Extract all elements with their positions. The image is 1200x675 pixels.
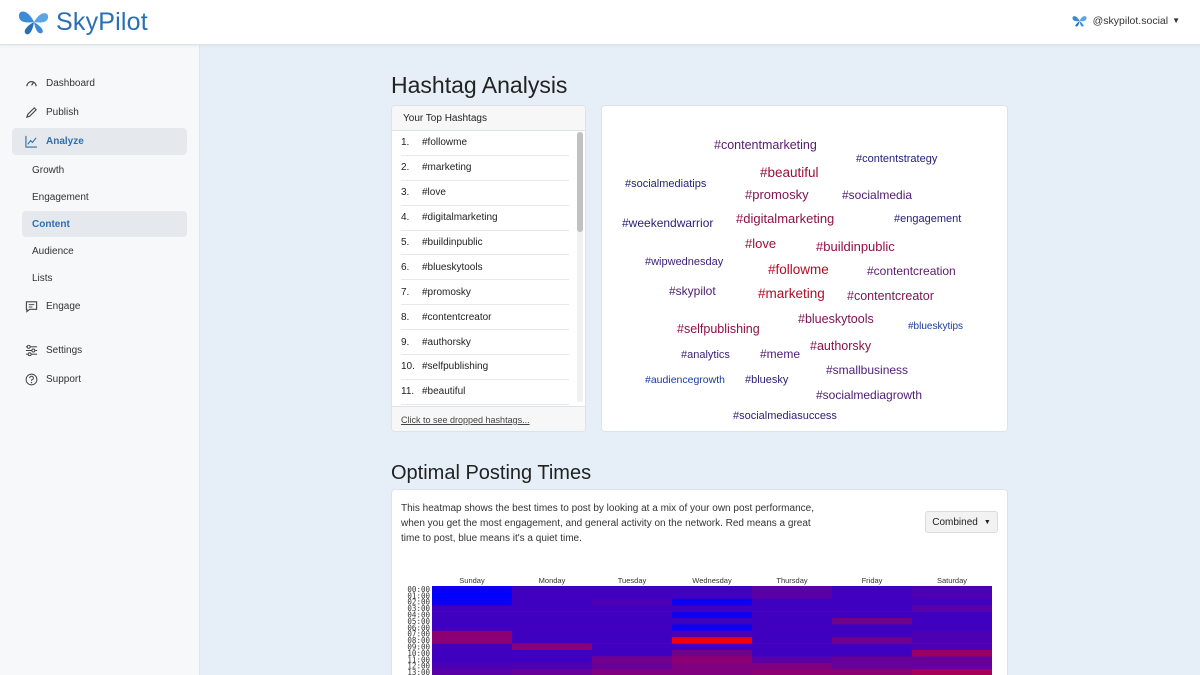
chevron-down-icon: ▼ <box>1172 16 1180 25</box>
sidebar-subitem-audience[interactable] <box>22 238 187 264</box>
hashtag-list-item[interactable] <box>401 280 569 305</box>
word-cloud-hashtag[interactable]: #buildinpublic <box>816 239 895 254</box>
word-cloud-hashtag[interactable]: #meme <box>760 347 801 361</box>
hashtag-list-item[interactable] <box>401 355 569 380</box>
brand-logo[interactable] <box>16 7 148 37</box>
sidebar-subitem-engagement[interactable] <box>22 184 187 210</box>
heatmap-cell <box>832 644 912 651</box>
hashtag-rank: 11. <box>401 386 415 398</box>
top-hashtags-list[interactable] <box>392 131 579 406</box>
heatmap-cell <box>512 592 592 599</box>
word-cloud-hashtag[interactable]: #contentstrategy <box>856 153 938 165</box>
heatmap-day-label: Tuesday <box>617 576 647 585</box>
heatmap-cell <box>752 618 832 625</box>
posting-times-card <box>391 489 1008 675</box>
heatmap-cell <box>672 592 752 599</box>
heatmap-cell <box>912 637 992 644</box>
heatmap-cell <box>912 624 992 631</box>
heatmap-hour-label: 11:00 <box>407 655 430 665</box>
heatmap-cell <box>592 637 672 644</box>
sidebar-item-label: Analyze <box>46 136 84 147</box>
heatmap-cell <box>672 663 752 670</box>
heatmap-cell <box>512 612 592 619</box>
heatmap-cell <box>432 605 512 612</box>
sidebar-subitem-label: Growth <box>32 164 65 176</box>
heatmap-cell <box>912 592 992 599</box>
heatmap-cell <box>832 599 912 606</box>
hashtag-rank: 2. <box>401 162 410 174</box>
hashtag-name: #selfpublishing <box>422 361 489 373</box>
pencil-icon <box>24 106 38 120</box>
heatmap-cell <box>752 637 832 644</box>
heatmap-cell <box>672 599 752 606</box>
heatmap-cell <box>832 637 912 644</box>
heatmap-cell <box>912 644 992 651</box>
heatmap-cell <box>672 624 752 631</box>
word-cloud-hashtag[interactable]: #contentmarketing <box>714 138 817 152</box>
heatmap-cell <box>752 669 832 675</box>
hashtag-rank: 10. <box>401 361 415 373</box>
help-icon <box>24 373 38 387</box>
heatmap-hour-label: 12:00 <box>407 661 430 671</box>
hashtag-list-item[interactable] <box>401 206 569 231</box>
heatmap-cell <box>752 624 832 631</box>
heatmap-cell <box>592 644 672 651</box>
top-hashtags-card <box>391 105 586 432</box>
top-bar <box>0 0 1200 45</box>
heatmap-hour-label: 04:00 <box>407 610 430 620</box>
sidebar-item-engage[interactable] <box>12 293 187 320</box>
word-cloud-hashtag[interactable]: #audiencegrowth <box>645 374 725 386</box>
hashtag-name: #buildinpublic <box>422 237 483 248</box>
sidebar-subitem-lists[interactable] <box>22 265 187 291</box>
heatmap-cell <box>672 650 752 657</box>
heatmap-hour-label: 09:00 <box>407 642 430 652</box>
posting-times-heatmap <box>392 574 1009 675</box>
word-cloud-hashtag[interactable]: #skypilot <box>669 284 716 298</box>
chart-line-icon <box>24 135 38 149</box>
heatmap-cell <box>592 663 672 670</box>
hashtag-name: #marketing <box>422 162 472 174</box>
heatmap-cell <box>832 631 912 638</box>
heatmap-mode-dropdown[interactable] <box>925 511 998 533</box>
heatmap-cell <box>432 624 512 631</box>
heatmap-cell <box>672 612 752 619</box>
heatmap-cell <box>912 631 992 638</box>
heatmap-cell <box>512 605 592 612</box>
heatmap-cell <box>432 618 512 625</box>
word-cloud-hashtag[interactable]: #authorsky <box>810 339 872 353</box>
word-cloud-hashtag[interactable]: #socialmediatips <box>625 178 707 190</box>
heatmap-cell <box>672 644 752 651</box>
butterfly-avatar-icon <box>1072 14 1087 27</box>
word-cloud-hashtag[interactable]: #analytics <box>681 349 730 361</box>
top-hashtags-scrollbar[interactable] <box>577 132 583 402</box>
heatmap-cell <box>512 586 592 593</box>
heatmap-cell <box>672 586 752 593</box>
top-hashtags-header: Your Top Hashtags <box>392 106 585 131</box>
heatmap-hour-label: 08:00 <box>407 636 430 646</box>
heatmap-cell <box>672 605 752 612</box>
heatmap-cell <box>432 637 512 644</box>
heatmap-day-label: Monday <box>538 576 566 585</box>
hashtag-name: #digitalmarketing <box>422 212 498 224</box>
heatmap-hour-label: 07:00 <box>407 629 430 639</box>
heatmap-day-label: Sunday <box>459 576 485 585</box>
sidebar-item-analyze[interactable] <box>12 128 187 155</box>
sidebar-subitem-growth[interactable] <box>22 157 187 183</box>
word-cloud-hashtag[interactable]: #marketing <box>758 286 825 301</box>
butterfly-logo-icon <box>16 7 52 37</box>
heatmap-cell <box>832 650 912 657</box>
heatmap-hour-label: 10:00 <box>407 648 430 658</box>
heatmap-cell <box>672 618 752 625</box>
heatmap-cell <box>512 663 592 670</box>
heatmap-cell <box>672 669 752 675</box>
word-cloud-hashtag[interactable]: #socialmediasuccess <box>733 410 837 422</box>
heatmap-cell <box>592 592 672 599</box>
heatmap-cell <box>752 605 832 612</box>
heatmap-cell <box>752 663 832 670</box>
hashtag-rank: 6. <box>401 261 410 273</box>
heatmap-cell <box>592 586 672 593</box>
sidebar-subitem-content[interactable] <box>22 211 187 237</box>
heatmap-hour-label: 01:00 <box>407 591 430 601</box>
heatmap-cell <box>512 637 592 644</box>
hashtag-list-item[interactable] <box>401 181 569 206</box>
heatmap-cell <box>512 624 592 631</box>
hashtag-list-item[interactable] <box>401 156 569 181</box>
scrollbar-thumb[interactable] <box>577 132 583 232</box>
heatmap-cell <box>432 644 512 651</box>
heatmap-cell <box>592 650 672 657</box>
heatmap-cell <box>832 618 912 625</box>
sidebar-item-label: Settings <box>46 345 83 356</box>
heatmap-cell <box>512 599 592 606</box>
sidebar-subitem-label: Content <box>32 218 70 230</box>
hashtag-name: #promosky <box>422 286 471 298</box>
heatmap-cell <box>912 612 992 619</box>
hashtag-rank: 7. <box>401 286 410 298</box>
word-cloud-hashtag[interactable]: #smallbusiness <box>826 363 909 377</box>
hashtag-rank: 9. <box>401 336 410 348</box>
heatmap-cell <box>912 599 992 606</box>
hashtag-name: #contentcreator <box>422 311 492 323</box>
hashtag-rank: 3. <box>401 187 410 199</box>
heatmap-cell <box>752 592 832 599</box>
heatmap-cell <box>432 631 512 638</box>
heatmap-cell <box>672 637 752 644</box>
sidebar-item-support[interactable] <box>12 366 187 393</box>
heatmap-cell <box>752 631 832 638</box>
word-cloud-hashtag[interactable]: #promosky <box>745 187 809 202</box>
heatmap-cell <box>672 656 752 663</box>
word-cloud-hashtag[interactable]: #socialmediagrowth <box>816 388 923 402</box>
account-menu[interactable] <box>1072 14 1180 27</box>
heatmap-hour-label: 00:00 <box>407 584 430 594</box>
heatmap-cell <box>512 650 592 657</box>
heatmap-cell <box>912 663 992 670</box>
heatmap-cell <box>832 656 912 663</box>
word-cloud-hashtag[interactable]: #selfpublishing <box>677 322 760 336</box>
heatmap-cell <box>752 586 832 593</box>
hashtag-list-item[interactable] <box>401 305 569 330</box>
heatmap-cell <box>912 656 992 663</box>
account-handle: @skypilot.social <box>1092 14 1169 27</box>
posting-times-title: Optimal Posting Times <box>391 462 592 484</box>
hashtag-name: #followme <box>422 137 468 149</box>
sidebar-item-dashboard[interactable] <box>12 70 187 97</box>
dropped-hashtags-link[interactable]: Click to see dropped hashtags... <box>392 406 586 431</box>
heatmap-cell <box>512 631 592 638</box>
word-cloud-hashtag[interactable]: #engagement <box>894 213 962 225</box>
hashtag-rank: 4. <box>401 212 410 224</box>
heatmap-cell <box>672 631 752 638</box>
heatmap-hour-label: 13:00 <box>407 668 430 675</box>
sidebar-item-publish[interactable] <box>12 99 187 126</box>
heatmap-cell <box>432 669 512 675</box>
heatmap-cell <box>432 599 512 606</box>
hashtag-list-item[interactable] <box>401 330 569 355</box>
heatmap-cell <box>432 612 512 619</box>
hashtag-rank: 8. <box>401 311 410 323</box>
word-cloud-hashtag[interactable]: #love <box>745 236 777 251</box>
hashtag-list-item[interactable] <box>401 131 569 156</box>
word-cloud-hashtag[interactable]: #socialmedia <box>842 188 913 202</box>
hashtag-rank: 1. <box>401 137 410 149</box>
heatmap-mode-label: Combined <box>932 516 978 528</box>
heatmap-cell <box>912 669 992 675</box>
heatmap-description: This heatmap shows the best times to post by looking at a mix of your own post performance, when you get the most engagement, and general activity on the network. Red means a great time to post, blue means it's a quiet time. <box>401 503 814 544</box>
word-cloud-hashtag[interactable]: #blueskytips <box>908 321 964 332</box>
sidebar-subitem-label: Audience <box>32 245 74 257</box>
heatmap-hour-label: 06:00 <box>407 623 430 633</box>
sidebar-item-settings[interactable] <box>12 337 187 364</box>
heatmap-cell <box>912 618 992 625</box>
word-cloud-hashtag[interactable]: #wipwednesday <box>645 256 724 268</box>
hashtag-name: #love <box>422 187 446 199</box>
word-cloud-hashtag[interactable]: #contentcreation <box>867 264 956 278</box>
heatmap-cell <box>592 624 672 631</box>
heatmap-cell <box>832 624 912 631</box>
sidebar-item-label: Support <box>46 374 82 385</box>
heatmap-cell <box>752 650 832 657</box>
sidebar-item-label: Publish <box>46 107 79 118</box>
heatmap-cell <box>592 612 672 619</box>
heatmap-cell <box>592 669 672 675</box>
heatmap-cell <box>832 592 912 599</box>
heatmap-cell <box>432 663 512 670</box>
heatmap-hour-label: 05:00 <box>407 616 430 626</box>
heatmap-cell <box>512 644 592 651</box>
word-cloud-hashtag[interactable]: #blueskytools <box>798 312 874 326</box>
hashtag-list-item[interactable] <box>401 255 569 280</box>
heatmap-hour-label: 03:00 <box>407 604 430 614</box>
hashtag-name: #authorsky <box>422 336 471 348</box>
heatmap-cell <box>912 605 992 612</box>
heatmap-hour-label: 02:00 <box>407 597 430 607</box>
hashtag-rank: 5. <box>401 237 410 248</box>
word-cloud-hashtag[interactable]: #contentcreator <box>847 289 934 303</box>
heatmap-cell <box>592 631 672 638</box>
heatmap-cell <box>432 586 512 593</box>
heatmap-cell <box>512 618 592 625</box>
word-cloud-hashtag[interactable]: #weekendwarrior <box>622 216 714 230</box>
sidebar-item-label: Engage <box>46 301 81 312</box>
heatmap-cell <box>752 612 832 619</box>
dashboard-icon <box>24 77 38 91</box>
hashtag-analysis-title: Hashtag Analysis <box>391 72 568 98</box>
heatmap-cell <box>512 656 592 663</box>
sidebar-subitem-label: Engagement <box>32 191 89 203</box>
hashtag-list-item[interactable] <box>401 380 569 405</box>
heatmap-cell <box>592 599 672 606</box>
word-cloud-hashtag[interactable]: #digitalmarketing <box>736 211 835 226</box>
sliders-icon <box>24 344 38 358</box>
heatmap-cell <box>832 605 912 612</box>
chevron-down-icon: ▼ <box>983 518 991 526</box>
sidebar <box>0 45 200 675</box>
heatmap-cell <box>592 656 672 663</box>
heatmap-cell <box>832 663 912 670</box>
sidebar-item-label: Dashboard <box>46 78 95 89</box>
heatmap-cell <box>592 618 672 625</box>
heatmap-cell <box>752 644 832 651</box>
heatmap-cell <box>832 586 912 593</box>
heatmap-cell <box>912 650 992 657</box>
chat-icon <box>24 300 38 314</box>
brand-name: SkyPilot <box>56 7 148 36</box>
word-cloud-hashtag[interactable]: #followme <box>768 262 829 277</box>
heatmap-cell <box>512 669 592 675</box>
heatmap-day-label: Friday <box>861 576 883 585</box>
heatmap-cell <box>752 599 832 606</box>
heatmap-day-label: Thursday <box>776 576 808 585</box>
hashtag-name: #blueskytools <box>422 261 483 273</box>
heatmap-cell <box>832 612 912 619</box>
heatmap-cell <box>432 592 512 599</box>
heatmap-cell <box>432 650 512 657</box>
heatmap-day-label: Wednesday <box>692 576 732 585</box>
hashtag-list-item[interactable] <box>401 231 569 256</box>
word-cloud-hashtag[interactable]: #beautiful <box>760 165 819 180</box>
sidebar-subitem-label: Lists <box>32 272 53 284</box>
heatmap-cell <box>432 656 512 663</box>
heatmap-cell <box>832 669 912 675</box>
hashtag-word-cloud <box>601 105 1008 432</box>
hashtag-name: #beautiful <box>422 386 466 398</box>
heatmap-day-label: Saturday <box>936 576 968 585</box>
word-cloud-hashtag[interactable]: #bluesky <box>745 374 789 386</box>
heatmap-cell <box>592 605 672 612</box>
heatmap-cell <box>752 656 832 663</box>
heatmap-cell <box>912 586 992 593</box>
